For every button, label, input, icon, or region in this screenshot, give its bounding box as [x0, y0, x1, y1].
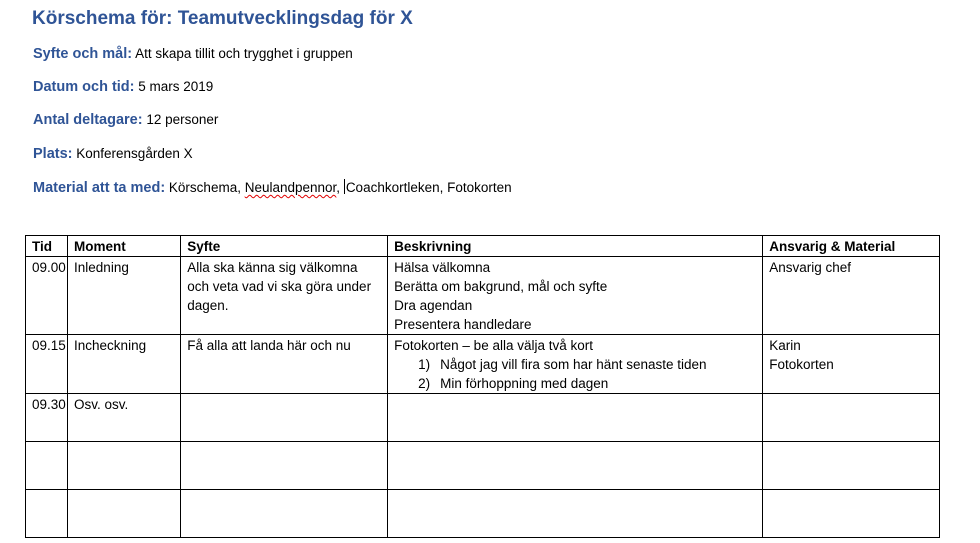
cell-syfte — [181, 394, 388, 442]
material-value-4: Coachkortleken, Fotokorten — [345, 180, 512, 195]
header-syfte: Syfte — [181, 236, 388, 257]
list-number: 1) — [418, 357, 431, 372]
cell-tid: 09.00 — [26, 257, 68, 335]
beskrivning-line: Dra agendan — [394, 298, 473, 313]
cell-tid: 09.30 — [26, 394, 68, 442]
cell-ansvarig — [763, 335, 940, 394]
syfte-value: Att skapa tillit och trygghet i gruppen — [135, 46, 353, 61]
cell-ansvarig — [763, 394, 940, 442]
cell-syfte — [181, 257, 388, 335]
numbered-list-item — [394, 374, 756, 393]
cell-beskrivning — [388, 335, 763, 394]
numbered-list-item — [394, 355, 756, 374]
cell-syfte — [181, 490, 388, 538]
cell-moment — [68, 490, 181, 538]
table-row-empty — [26, 490, 940, 538]
syfte-line: Få alla att landa här och nu — [187, 338, 351, 353]
info-antal — [33, 112, 218, 128]
cell-moment: Osv. osv. — [68, 394, 181, 442]
syfte-line: Alla ska känna sig välkomna — [187, 260, 358, 275]
ansvarig-line: Karin — [769, 338, 801, 353]
beskrivning-line: Presentera handledare — [394, 317, 532, 332]
cell-ansvarig — [763, 490, 940, 538]
header-tid: Tid — [26, 236, 68, 257]
antal-value: 12 personer — [146, 112, 219, 127]
material-value-1: Körschema, — [168, 180, 245, 195]
ansvarig-line: Ansvarig chef — [769, 260, 852, 275]
table-header-row — [26, 236, 940, 257]
schedule-table — [25, 235, 940, 538]
plats-value: Konferensgården X — [76, 146, 193, 161]
material-value-misspelled: Neulandpennor — [244, 180, 337, 195]
text-cursor — [344, 179, 345, 194]
info-syfte — [33, 46, 353, 62]
cell-beskrivning — [388, 257, 763, 335]
header-beskrivning: Beskrivning — [388, 236, 763, 257]
table-row — [26, 394, 940, 442]
ansvarig-line: Fotokorten — [769, 357, 834, 372]
beskrivning-line: Berätta om bakgrund, mål och syfte — [394, 279, 608, 294]
info-plats — [33, 146, 193, 162]
cell-moment: Incheckning — [68, 335, 181, 394]
datum-value: 5 mars 2019 — [138, 79, 214, 94]
list-number: 2) — [418, 376, 431, 391]
plats-label: Plats: — [33, 146, 73, 162]
cell-beskrivning — [388, 490, 763, 538]
material-value-3: , — [336, 180, 344, 195]
page-title: Körschema för: Teamutvecklingsdag för X — [32, 8, 413, 29]
cell-syfte — [181, 442, 388, 490]
syfte-line: dagen. — [187, 298, 229, 313]
cell-beskrivning — [388, 442, 763, 490]
material-label: Material att ta med: — [33, 180, 166, 196]
beskrivning-line: Hälsa välkomna — [394, 260, 491, 275]
table-row — [26, 257, 940, 335]
cell-tid — [26, 442, 68, 490]
info-material — [33, 179, 512, 196]
syfte-label: Syfte och mål: — [33, 46, 133, 62]
header-ansvarig: Ansvarig & Material — [763, 236, 940, 257]
syfte-line: och veta vad vi ska göra under — [187, 279, 372, 294]
cell-moment: Inledning — [68, 257, 181, 335]
info-datum — [33, 79, 213, 95]
table-row-empty — [26, 442, 940, 490]
list-item-text: Något jag vill fira som har hänt senaste tiden — [440, 357, 707, 372]
beskrivning-intro: Fotokorten – be alla välja två kort — [394, 338, 593, 353]
header-moment: Moment — [68, 236, 181, 257]
cell-ansvarig — [763, 442, 940, 490]
cell-tid — [26, 490, 68, 538]
list-item-text: Min förhoppning med dagen — [440, 376, 609, 391]
cell-ansvarig — [763, 257, 940, 335]
datum-label: Datum och tid: — [33, 79, 135, 95]
cell-beskrivning — [388, 394, 763, 442]
antal-label: Antal deltagare: — [33, 112, 143, 128]
cell-tid: 09.15 — [26, 335, 68, 394]
cell-moment — [68, 442, 181, 490]
cell-syfte — [181, 335, 388, 394]
table-row — [26, 335, 940, 394]
